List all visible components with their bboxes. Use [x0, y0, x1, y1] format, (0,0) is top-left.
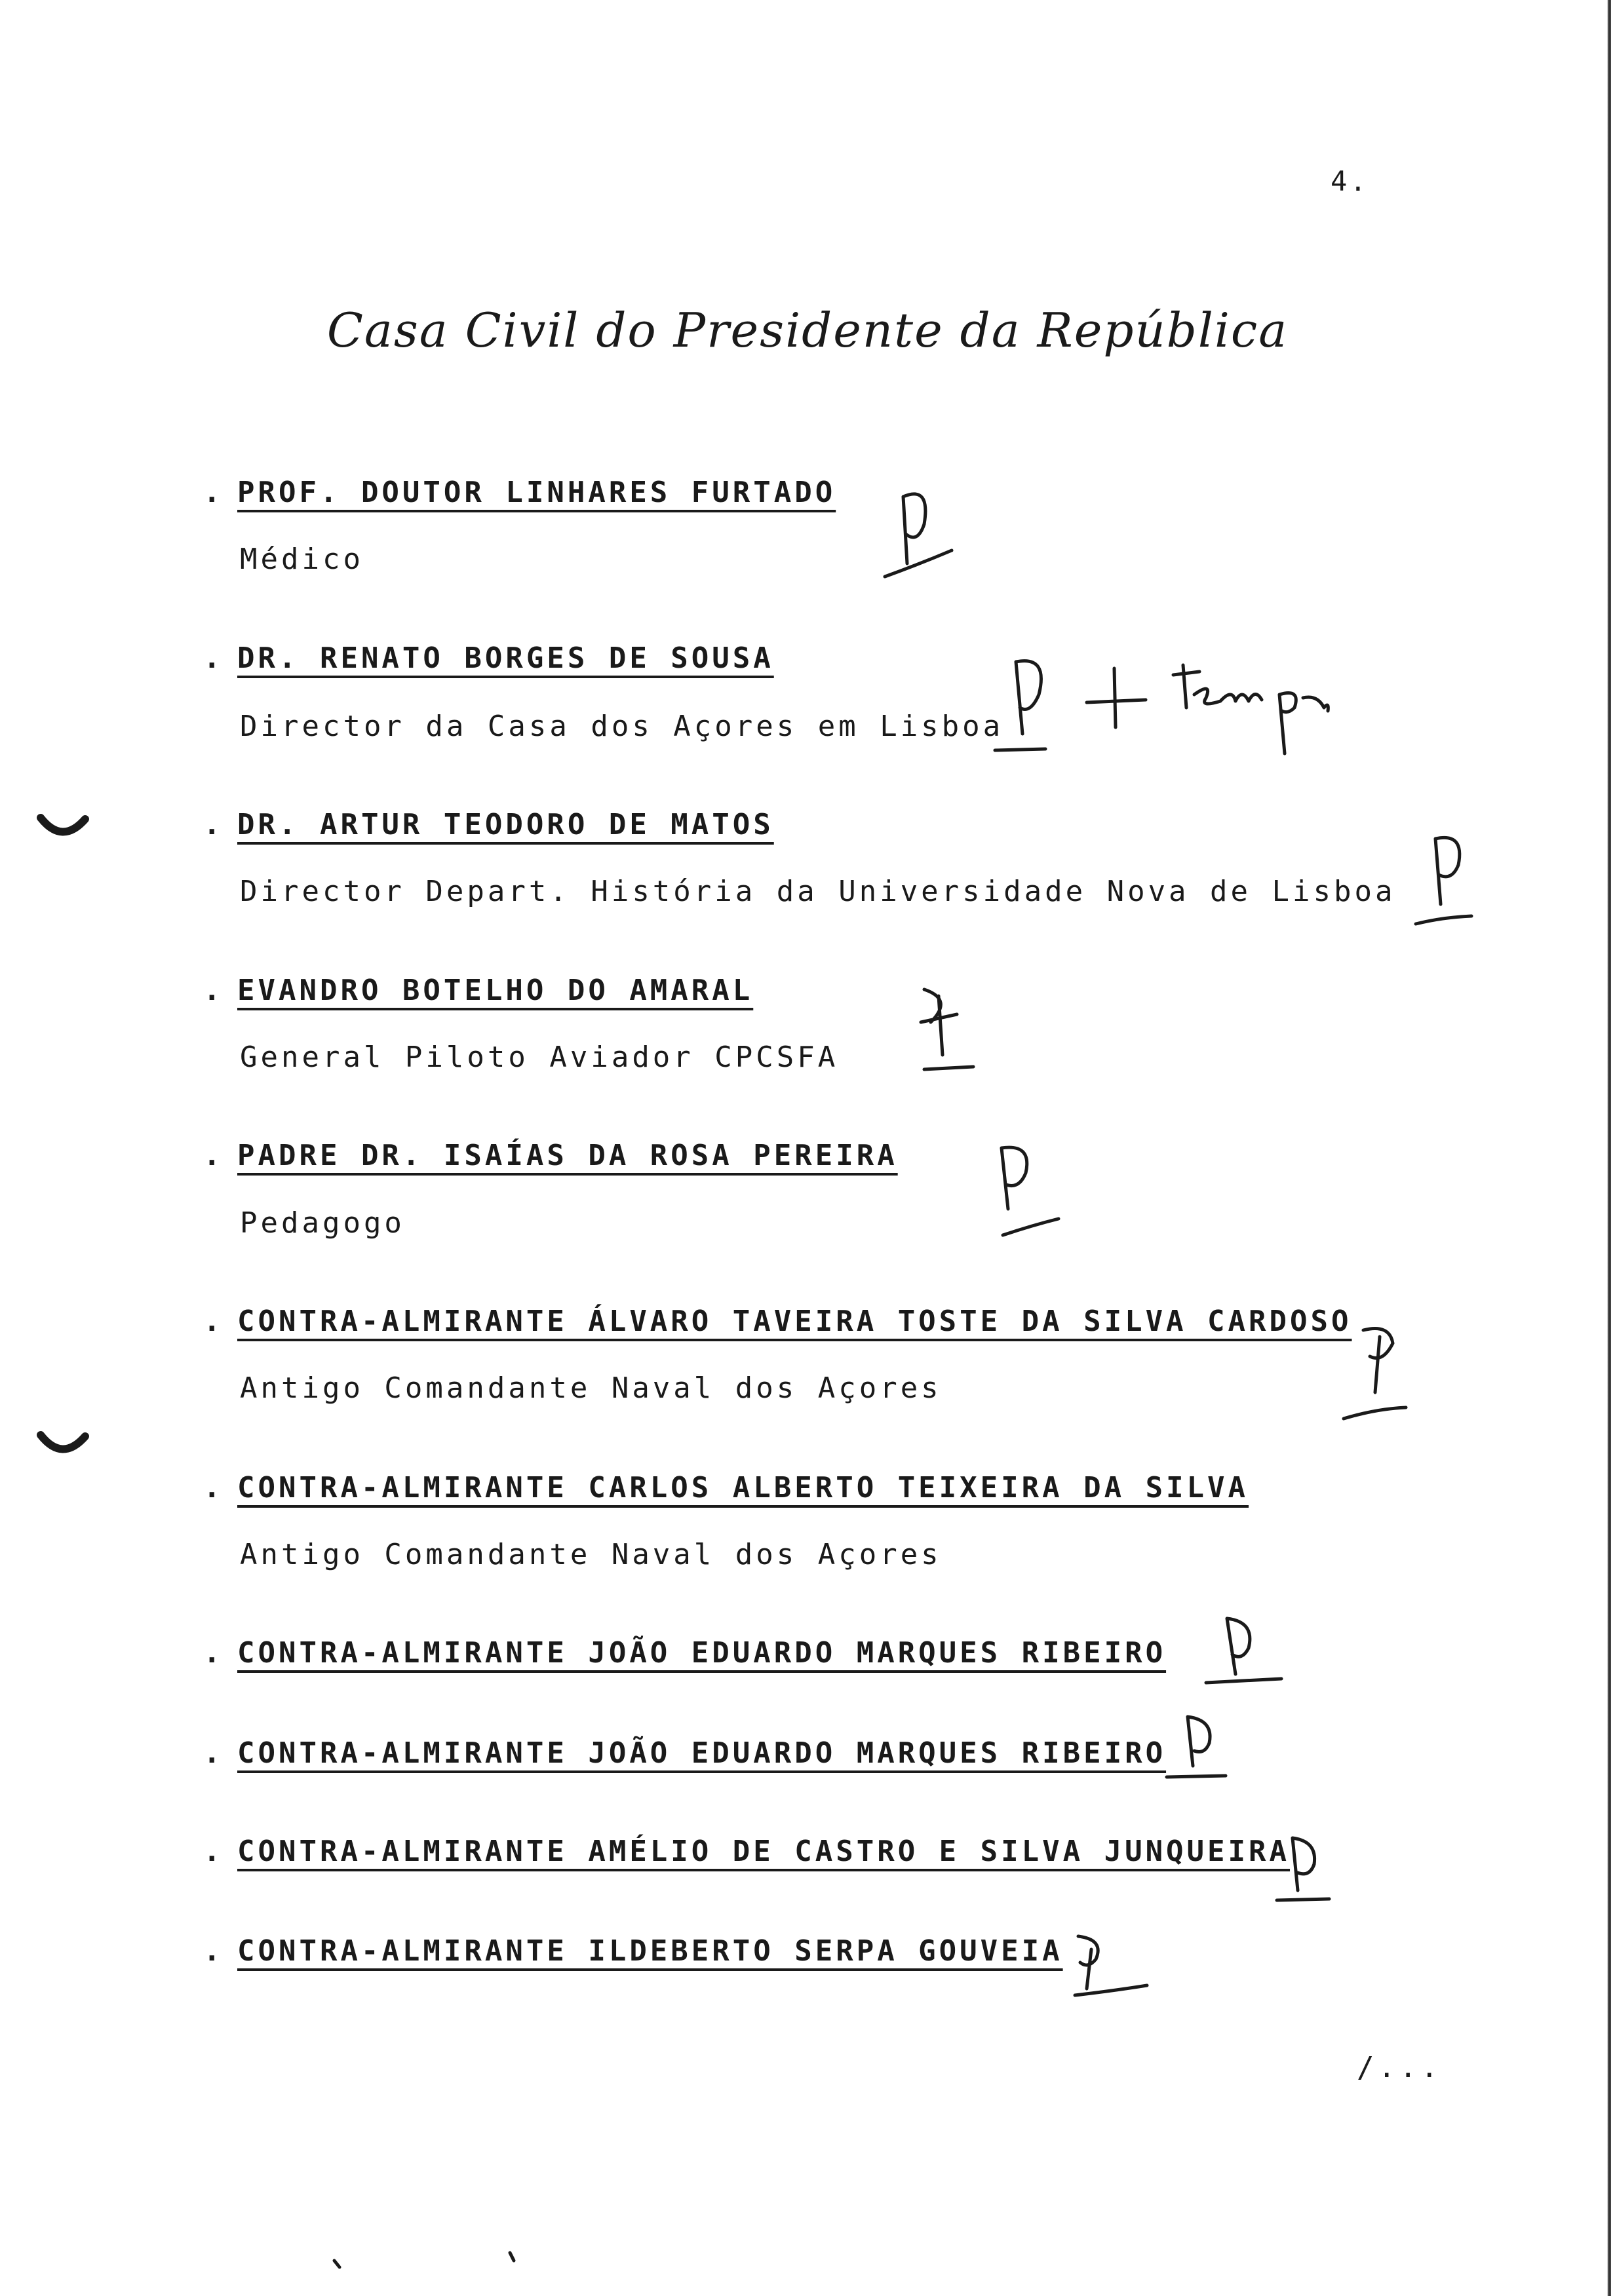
entry-role-5: Pedagogo	[240, 1206, 405, 1240]
handwritten-p-mark	[903, 494, 925, 564]
entry-name-9: . CONTRA-ALMIRANTE JOÃO EDUARDO MARQUES RIBEIRO	[203, 1736, 1167, 1770]
handwritten-underline	[885, 550, 952, 577]
continuation-mark: /...	[1357, 2051, 1442, 2084]
entry-name-10: . CONTRA-ALMIRANTE AMÉLIO DE CASTRO E SILVA JUNQUEIRA	[203, 1835, 1291, 1868]
entry-role-7: Antigo Comandante Naval dos Açores	[240, 1538, 942, 1571]
entry-name-text: CONTRA-ALMIRANTE CARLOS ALBERTO TEIXEIRA DA SILVA	[237, 1471, 1249, 1504]
entry-name-text: PROF. DOUTOR LINHARES FURTADO	[237, 476, 836, 509]
entry-name-text: CONTRA-ALMIRANTE ÁLVARO TAVEIRA TOSTE DA SILVA CARDOSO	[237, 1305, 1352, 1338]
handwritten-underline	[924, 1067, 973, 1069]
entry-name-text: DR. RENATO BORGES DE SOUSA	[237, 641, 774, 675]
entry-name-4: . EVANDRO BOTELHO DO AMARAL	[203, 974, 754, 1007]
entry-role-3: Director Depart. História da Universidade Nova de Lisboa	[240, 875, 1396, 908]
handwritten-plus	[1087, 668, 1146, 727]
letterhead: Casa Civil do Presidente da República	[326, 303, 1289, 358]
handwritten-p-mark	[1188, 1717, 1210, 1766]
entry-name-text: PADRE DR. ISAÍAS DA ROSA PEREIRA	[237, 1139, 898, 1172]
handwritten-p-mark	[1227, 1618, 1250, 1674]
handwritten-p-mark	[1078, 1936, 1098, 1989]
handwritten-p-mark	[1435, 837, 1460, 904]
entry-role-6: Antigo Comandante Naval dos Açores	[240, 1371, 942, 1405]
entry-name-2: . DR. RENATO BORGES DE SOUSA	[203, 641, 774, 675]
punch-hole-mark	[41, 818, 85, 832]
handwritten-underline	[995, 749, 1045, 750]
entry-role-4: General Piloto Aviador CPCSFA	[240, 1041, 839, 1074]
entry-name-1: . PROF. DOUTOR LINHARES FURTADO	[203, 476, 836, 509]
entry-name-text: EVANDRO BOTELHO DO AMARAL	[237, 974, 754, 1007]
handwritten-p-mark	[1363, 1329, 1393, 1393]
entry-name-8: . CONTRA-ALMIRANTE JOÃO EDUARDO MARQUES RIBEIRO	[203, 1636, 1167, 1670]
handwritten-underline	[1277, 1899, 1329, 1900]
entry-role-1: Médico	[240, 543, 364, 576]
entry-name-3: . DR. ARTUR TEODORO DE MATOS	[203, 808, 774, 841]
entry-name-text: CONTRA-ALMIRANTE ILDEBERTO SERPA GOUVEIA	[237, 1934, 1063, 1968]
entry-role-2: Director da Casa dos Açores em Lisboa	[240, 710, 1004, 743]
entry-name-11: . CONTRA-ALMIRANTE ILDEBERTO SERPA GOUVEIA	[203, 1934, 1063, 1968]
scan-speck	[510, 2253, 514, 2261]
handwritten-p-mark	[1002, 1147, 1027, 1209]
handwritten-p-mark	[1016, 661, 1041, 734]
handwritten-underline	[1206, 1679, 1281, 1683]
handwritten-p-mark	[921, 989, 957, 1055]
entry-name-5: . PADRE DR. ISAÍAS DA ROSA PEREIRA	[203, 1139, 898, 1172]
handwritten-underline	[1167, 1776, 1226, 1777]
entry-name-7: . CONTRA-ALMIRANTE CARLOS ALBERTO TEIXEIRA DA SILVA	[203, 1471, 1249, 1504]
entry-name-text: CONTRA-ALMIRANTE AMÉLIO DE CASTRO E SILVA JUNQUEIRA	[237, 1835, 1291, 1868]
handwritten-p-mark	[1293, 1838, 1315, 1890]
entry-name-text: DR. ARTUR TEODORO DE MATOS	[237, 808, 774, 841]
handwritten-underline	[1416, 916, 1471, 924]
punch-hole-mark	[41, 1435, 85, 1449]
entry-name-6: . CONTRA-ALMIRANTE ÁLVARO TAVEIRA TOSTE DA SILVA CARDOSO	[203, 1305, 1352, 1338]
handwritten-underline	[1344, 1407, 1406, 1419]
entry-name-text: CONTRA-ALMIRANTE JOÃO EDUARDO MARQUES RIBEIRO	[237, 1636, 1167, 1670]
entry-name-text: CONTRA-ALMIRANTE JOÃO EDUARDO MARQUES RIBEIRO	[237, 1736, 1167, 1770]
scan-speck	[334, 2261, 340, 2267]
page-number: 4.	[1331, 165, 1369, 197]
handwritten-word-tempo	[1173, 665, 1328, 754]
handwritten-underline	[1075, 1985, 1147, 1995]
handwritten-underline	[1003, 1219, 1059, 1235]
